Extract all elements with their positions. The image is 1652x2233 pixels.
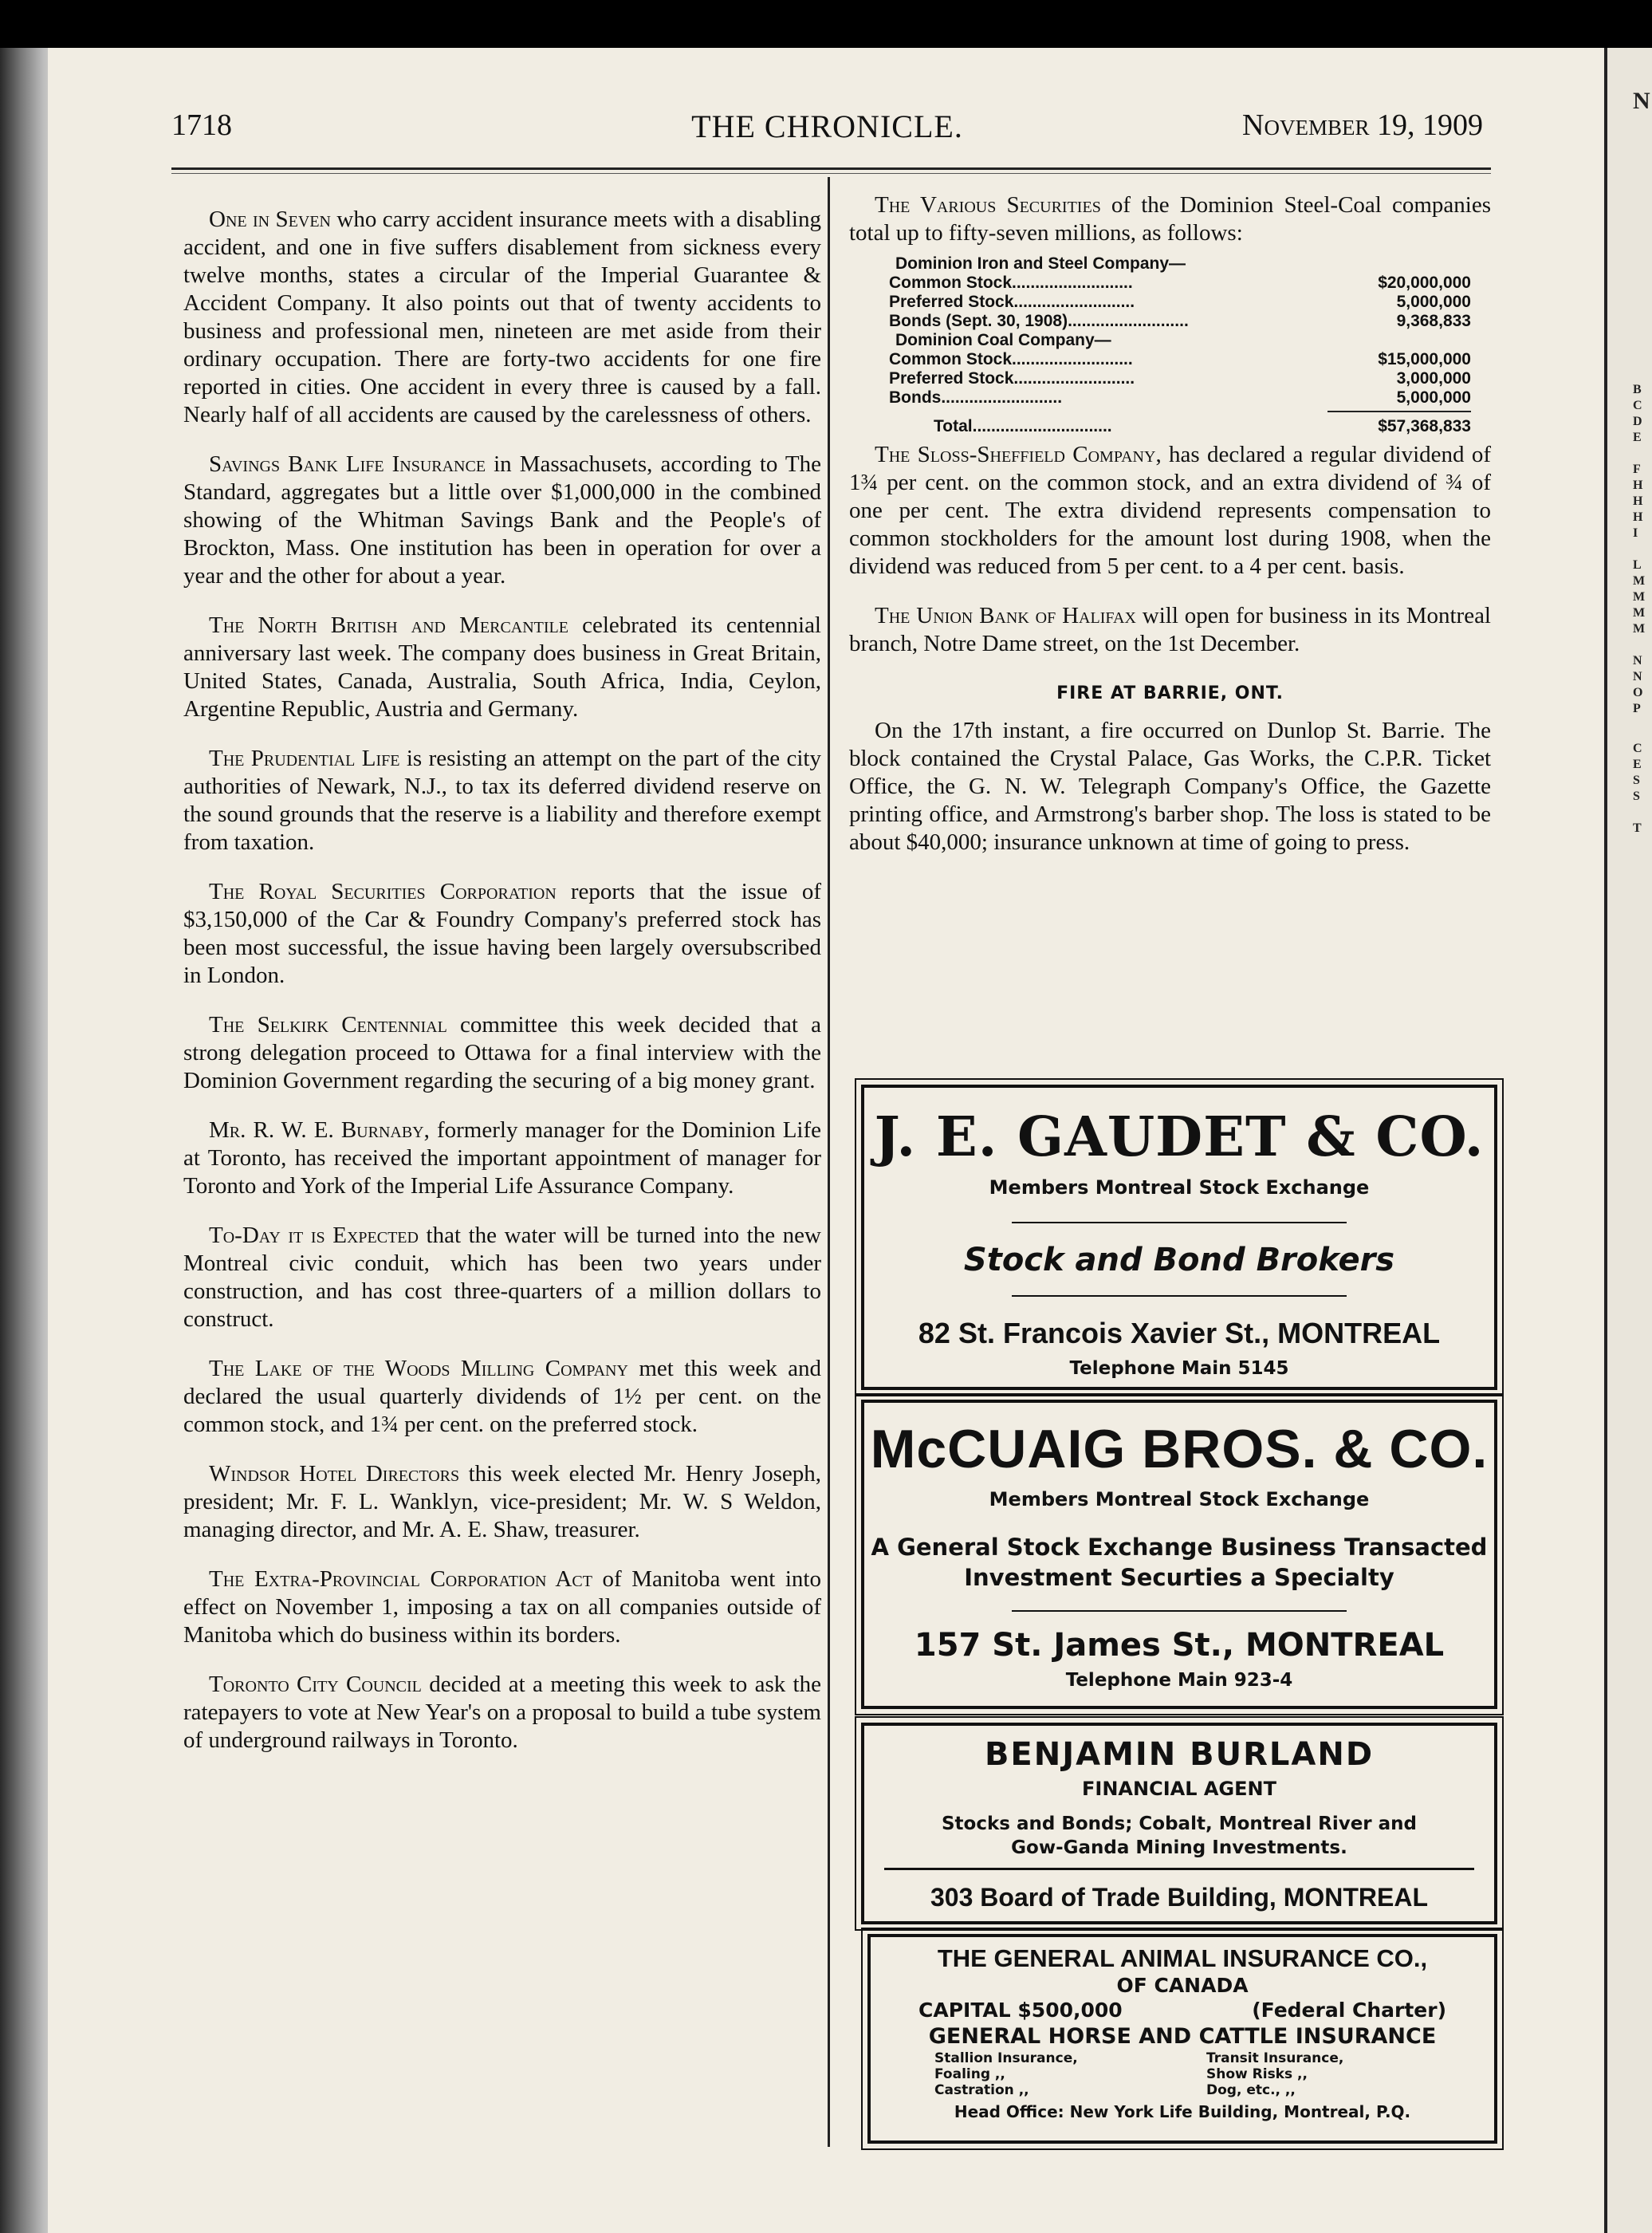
steel-heading: Dominion Iron and Steel Company—: [895, 254, 1186, 273]
adjacent-page-text-fragment: C: [1633, 742, 1642, 755]
coverage-item: Foaling ,,: [934, 2066, 1005, 2082]
adjacent-page-text-fragment: L: [1633, 558, 1642, 572]
header-rule: [171, 167, 1491, 170]
adjacent-page-text-fragment: N: [1633, 88, 1650, 114]
ad-mccuaig-telephone: Telephone Main 923-4: [1065, 1670, 1293, 1691]
adjacent-page-text-fragment: S: [1633, 774, 1640, 787]
page-number: 1718: [171, 108, 232, 142]
securities-amount: $20,000,000: [1378, 274, 1471, 292]
coverage-item: Castration ,,: [934, 2082, 1029, 2098]
adjacent-page-text-fragment: I: [1633, 526, 1638, 540]
ad-animal-business: GENERAL HORSE AND CATTLE INSURANCE: [928, 2024, 1437, 2049]
news-item: To-Day it is Expected that the water will be turned into the new Montreal civic conduit, which has been two years under construction, and has cost three-quarters of a million dollars to construct.: [183, 1223, 821, 1332]
news-item: The North British and Mercantile celebrated its centennial anniversary last week. The company does business in Great Britain, United States, Canada, Australia, South Africa, India, Ceylon, Argentine Republic, Austria and Germany.: [183, 612, 821, 722]
securities-row: Common Stock.......................... $20,000,000: [889, 274, 1471, 292]
news-item: The Prudential Life is resisting an attempt on the part of the city authorities of Newark, N.J., to tax its deferred dividend reserve on the sound grounds that the reserve is a liability and therefore exempt from taxation.: [183, 746, 821, 855]
news-item: The Royal Securities Corporation reports that the issue of $3,150,000 of the Car & Foundry Company's preferred stock has been most successful, the issue having been largely oversubscribed in London.: [183, 879, 821, 988]
news-item: The Sloss-Sheffield Company, has declared a regular dividend of 1¾ per cent. on the common stock, and an extra dividend of ¾ of one per cent. The extra dividend represents compensation to common stockholders for the amount lost during 1908, when the dividend was reduced from 5 per cent. to a 4 per cent. basis.: [849, 442, 1491, 579]
ad-animal-of: OF CANADA: [1116, 1974, 1249, 1997]
ad-mccuaig-line2: Investment Securties a Specialty: [964, 1564, 1394, 1591]
adjacent-page-text-fragment: D: [1633, 415, 1642, 428]
header-rule-thin: [171, 173, 1491, 174]
adjacent-page-text-fragment: N: [1633, 654, 1642, 668]
fire-heading: FIRE AT BARRIE, ONT.: [1056, 683, 1284, 703]
news-item: One in Seven who carry accident insurance meets with a disabling accident, and one in five suffers disablement from sickness every twelve months, states a circular of the Imperial Guarantee & Accident Company. It also points out that of twenty accidents to business and professional men, nineteen are met aside from their ordinary occupation. There are forty-two accidents for one fire reported in cities. One accident in every three is caused by a fall. Nearly half of all accidents are caused by the carelessness of others.: [183, 207, 821, 427]
ad-burland: [861, 1723, 1497, 1924]
securities-amount: 3,000,000: [1396, 369, 1471, 388]
securities-amount: 5,000,000: [1396, 388, 1471, 407]
news-item: The Extra-Provincial Corporation Act of Manitoba went into effect on November 1, imposing a tax on all companies outside of Manitoba which do business within its borders.: [183, 1566, 821, 1648]
ad-animal-coverage-list: [871, 2050, 1494, 2098]
total-row: Total.............................. $57,368,833: [934, 417, 1471, 435]
adjacent-page-text-fragment: C: [1633, 399, 1642, 412]
ad-burland-address: 303 Board of Trade Building, MONTREAL: [930, 1883, 1429, 1912]
adjacent-page-edge: [1604, 48, 1652, 2233]
ad-gaudet-address: 82 St. Francois Xavier St., MONTREAL: [918, 1317, 1441, 1349]
adjacent-page-text-fragment: H: [1633, 478, 1643, 492]
adjacent-page-text-fragment: B: [1633, 383, 1642, 396]
ad-animal-charter: (Federal Charter): [1252, 1999, 1446, 2022]
news-item: The Union Bank of Halifax will open for business in its Montreal branch, Notre Dame street, on the 1st December.: [849, 603, 1491, 656]
securities-row: Bonds (Sept. 30, 1908).......................... 9,368,833: [889, 312, 1471, 330]
ad-mccuaig-address: 157 St. James St., MONTREAL: [914, 1627, 1445, 1664]
ad-burland-title: FINANCIAL AGENT: [1082, 1778, 1276, 1800]
securities-amount: 9,368,833: [1396, 312, 1471, 330]
securities-table: [889, 254, 1471, 436]
ad-animal-name: THE GENERAL ANIMAL INSURANCE CO.,: [937, 1944, 1428, 1972]
ad-gaudet-service: Stock and Bond Brokers: [963, 1242, 1395, 1278]
ad-gaudet-telephone: Telephone Main 5145: [1069, 1358, 1289, 1379]
ad-mccuaig-line1: A General Stock Exchange Business Transacted: [871, 1534, 1488, 1561]
adjacent-page-text-fragment: F: [1633, 463, 1641, 476]
securities-row: Bonds.......................... 5,000,000: [889, 388, 1471, 407]
adjacent-page-text-fragment: E: [1633, 431, 1642, 444]
right-column: [849, 191, 1491, 857]
ad-burland-name: BENJAMIN BURLAND: [984, 1736, 1375, 1773]
ad-mccuaig-name: McCUAIG BROS. & CO.: [870, 1419, 1489, 1479]
ad-burland-line1: Stocks and Bonds; Cobalt, Montreal River and: [941, 1814, 1417, 1834]
left-column: [183, 206, 821, 1776]
securities-row: Preferred Stock.......................... 5,000,000: [889, 293, 1471, 311]
coverage-item: Stallion Insurance,: [934, 2050, 1078, 2066]
coal-heading: Dominion Coal Company—: [895, 331, 1111, 349]
news-item: Toronto City Council decided at a meeting this week to ask the ratepayers to vote at New Year's on a proposal to build a tube system of underground railways in Toronto.: [183, 1672, 821, 1753]
news-item: The Selkirk Centennial committee this week decided that a strong delegation proceed to Ottawa for a final interview with the Dominion Government regarding the securing of a big money grant.: [183, 1012, 822, 1093]
adjacent-page-text-fragment: P: [1633, 702, 1641, 715]
adjacent-page-text-fragment: H: [1633, 510, 1643, 524]
adjacent-page-text-fragment: M: [1633, 622, 1646, 636]
publication-title: THE CHRONICLE.: [691, 108, 963, 144]
ad-gaudet: [861, 1085, 1497, 1390]
ad-gaudet-name: J. E. GAUDET & CO.: [874, 1105, 1485, 1169]
total-amount: $57,368,833: [1378, 417, 1471, 435]
fire-text: On the 17th instant, a fire occurred on Dunlop St. Barrie. The block contained the Crystal Palace, Gas Works, the C.P.R. Ticket Office, the G. N. W. Telegraph Company's Office, the Gazette printing office, and Armstrong's barber shop. The loss is stated to be about $40,000; insurance unknown at time of going to press.: [849, 718, 1491, 855]
ad-animal-head-office: Head Office: New York Life Building, Montreal, P.Q.: [954, 2102, 1411, 2121]
adjacent-page-text-fragment: N: [1633, 670, 1642, 683]
adjacent-page-text-fragment: S: [1633, 790, 1640, 803]
coverage-item: Dog, etc., ,,: [1206, 2082, 1296, 2098]
adjacent-page-text-fragment: M: [1633, 574, 1646, 588]
column-divider: [828, 177, 830, 2147]
adjacent-page-text-fragment: O: [1633, 686, 1643, 699]
news-item: The Lake of the Woods Milling Company met this week and declared the usual quarterly dividends of 1½ per cent. on the common stock, and 1¾ per cent. on the preferred stock.: [183, 1356, 821, 1437]
ad-animal-capital: CAPITAL $500,000: [918, 1999, 1123, 2022]
news-item: Mr. R. W. E. Burnaby, formerly manager for the Dominion Life at Toronto, has received the important appointment of manager for Toronto and York of the Imperial Life Assurance Company.: [183, 1117, 821, 1199]
ad-animal-insurance: [867, 1934, 1497, 2144]
issue-date: November 19, 1909: [1242, 108, 1483, 142]
ad-gaudet-members: Members Montreal Stock Exchange: [989, 1176, 1370, 1199]
adjacent-page-text-fragment: M: [1633, 590, 1646, 604]
securities-intro: The Various Securities of the Dominion Steel-Coal companies total up to fifty-seven millions, as follows:: [849, 192, 1491, 246]
news-item: Savings Bank Life Insurance in Massachusets, according to The Standard, aggregates but a little over $1,000,000 in the combined showing of the Whitman Savings Bank and the People's of Brockton, Mass. One institution has been in operation for over a year and the other for about a year.: [183, 451, 821, 589]
adjacent-page-text-fragment: E: [1633, 758, 1642, 771]
news-item: Windsor Hotel Directors this week elected Mr. Henry Joseph, president; Mr. F. L. Wanklyn, vice-president; Mr. W. S Weldon, managing director, and Mr. A. E. Shaw, treasurer.: [183, 1461, 821, 1542]
securities-amount: 5,000,000: [1396, 293, 1471, 311]
adjacent-page-text-fragment: H: [1633, 494, 1643, 508]
page-header: [171, 108, 1483, 148]
adjacent-page-text-fragment: T: [1633, 821, 1642, 835]
securities-amount: $15,000,000: [1378, 350, 1471, 368]
ad-mccuaig-members: Members Montreal Stock Exchange: [989, 1488, 1370, 1510]
adjacent-page-text-fragment: M: [1633, 606, 1646, 620]
ad-mccuaig: [861, 1400, 1497, 1709]
coverage-item: Show Risks ,,: [1206, 2066, 1308, 2082]
securities-row: Common Stock.......................... $15,000,000: [889, 350, 1471, 368]
coverage-item: Transit Insurance,: [1206, 2050, 1344, 2066]
ad-burland-line2: Gow-Ganda Mining Investments.: [1011, 1837, 1347, 1858]
securities-row: Preferred Stock.......................... 3,000,000: [889, 369, 1471, 388]
